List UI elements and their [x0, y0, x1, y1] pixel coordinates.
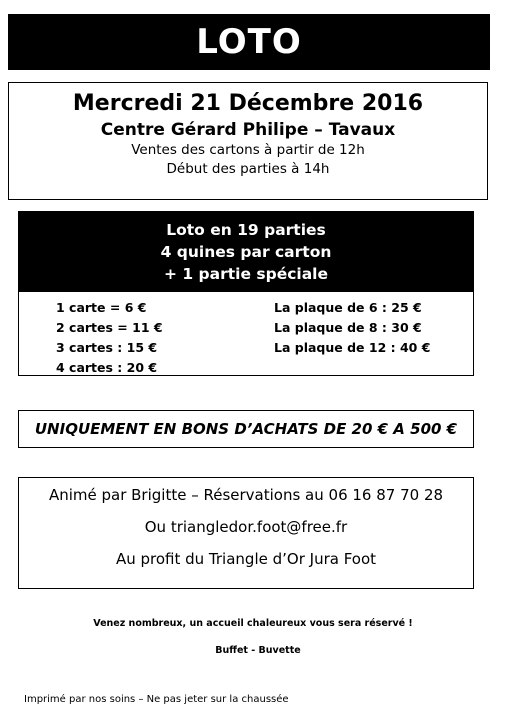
price-item: La plaque de 12 : 40 €	[274, 340, 431, 355]
buffet-text: Buffet - Buvette	[215, 645, 301, 656]
pricing-box	[18, 211, 474, 376]
page-title: LOTO	[196, 22, 302, 62]
prizes-note: UNIQUEMENT EN BONS D’ACHATS DE 20 € A 500 €	[34, 420, 458, 438]
beneficiary: Au profit du Triangle d’Or Jura Foot	[115, 550, 377, 568]
special-game: + 1 partie spéciale	[163, 265, 328, 283]
start-time: Début des parties à 14h	[166, 161, 330, 177]
sales-time: Ventes des cartons à partir de 12h	[131, 142, 365, 158]
quines-per-card: 4 quines par carton	[160, 243, 332, 261]
price-item: 1 carte = 6 €	[56, 300, 147, 315]
event-info-box	[8, 82, 488, 200]
contact-box	[18, 477, 474, 589]
prizes-note-box	[18, 410, 474, 448]
price-item: La plaque de 6 : 25 €	[274, 300, 422, 315]
title-banner	[8, 14, 490, 70]
event-date: Mercredi 21 Décembre 2016	[72, 91, 424, 116]
welcome-text: Venez nombreux, un accueil chaleureux vous sera réservé !	[93, 618, 413, 629]
price-item: 2 cartes = 11 €	[56, 320, 163, 335]
price-item: 3 cartes : 15 €	[56, 340, 158, 355]
card-prices	[56, 298, 163, 378]
price-item: 4 cartes : 20 €	[56, 360, 158, 375]
price-item: La plaque de 8 : 30 €	[274, 320, 422, 335]
host-and-reservations: Animé par Brigitte – Réservations au 06 16 87 70 28	[48, 486, 444, 504]
games-count: Loto en 19 parties	[166, 221, 326, 239]
plate-prices	[274, 298, 430, 358]
footer-note: Imprimé par nos soins – Ne pas jeter sur la chaussée	[24, 694, 289, 705]
games-header	[19, 212, 473, 292]
event-venue: Centre Gérard Philipe – Tavaux	[100, 120, 396, 140]
contact-email: Ou triangledor.foot@free.fr	[144, 518, 348, 536]
